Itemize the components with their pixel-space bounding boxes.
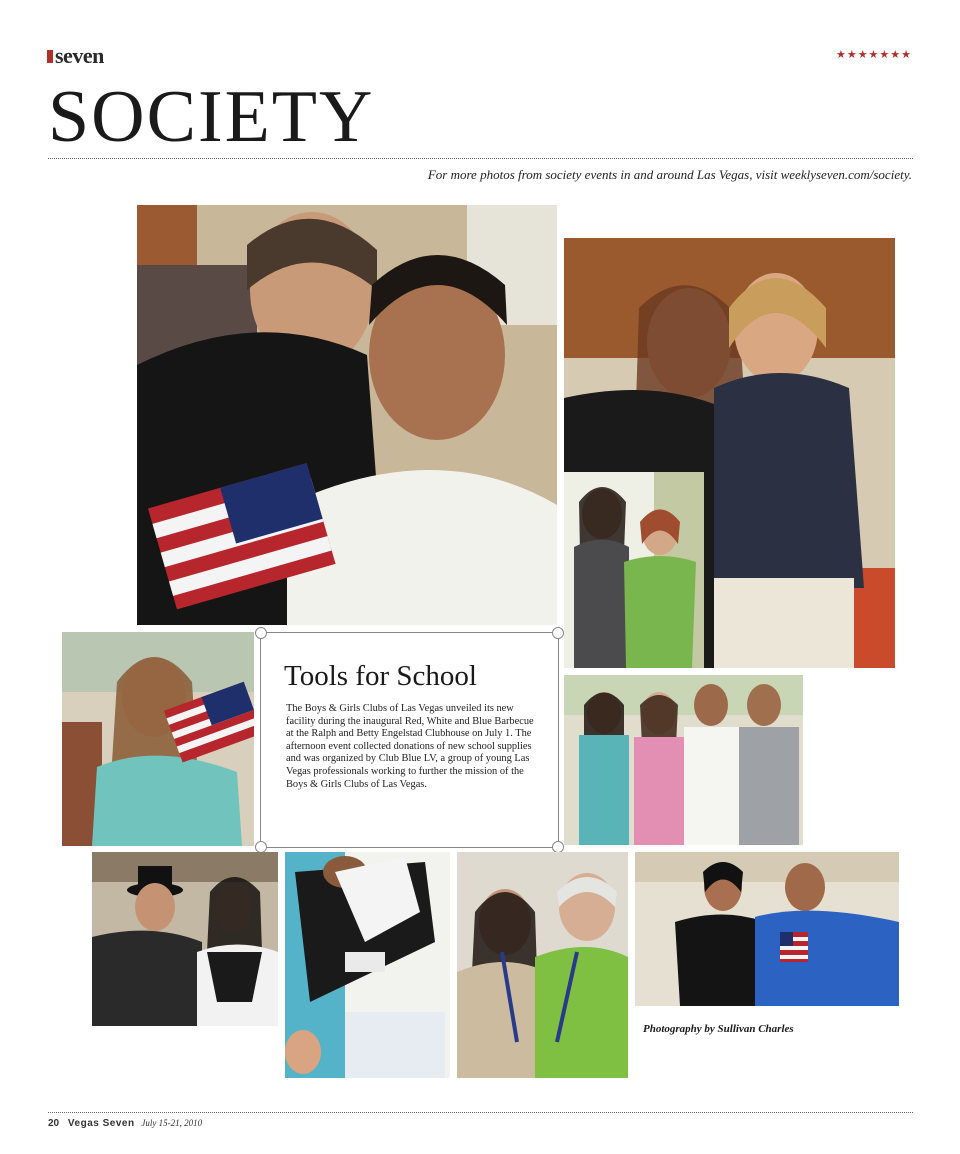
- article-title: Tools for School: [284, 660, 477, 692]
- star-rating-decoration: ★★★★★★★: [835, 48, 912, 61]
- photo-woman-boy-flag: [137, 205, 557, 625]
- photo-group-of-four: [564, 675, 803, 845]
- issue-date: July 15-21, 2010: [141, 1118, 203, 1128]
- photo-woman-and-man-with-flag: [635, 852, 899, 1006]
- magazine-name: Vegas Seven: [67, 1118, 135, 1129]
- corner-ornament: [552, 627, 564, 639]
- section-title: SOCIETY: [48, 76, 375, 158]
- page-number: 20: [48, 1118, 60, 1129]
- corner-ornament: [255, 627, 267, 639]
- photo-credit: Photography by Sullivan Charles: [643, 1023, 794, 1035]
- top-dotted-rule: [48, 158, 913, 159]
- photo-woman-and-older-man: [457, 852, 628, 1078]
- logo-mark: [47, 50, 53, 63]
- bottom-dotted-rule: [48, 1112, 913, 1113]
- photo-ice-cream-truck: [285, 852, 450, 1078]
- page-footer: [48, 1118, 202, 1129]
- section-subtitle: For more photos from society events in and around Las Vegas, visit weeklyseven.com/society.: [427, 167, 912, 182]
- photo-man-hat-and-woman: [92, 852, 278, 1026]
- article-body: The Boys & Girls Clubs of Las Vegas unveiled its new facility during the inaugural Red, White and Blue Barbecue at the Ralph and Betty Engelstad Clubhouse on July 1. The afternoon event collected donations of new school supplies and was organized by Club Blue LV, a group of young Las Vegas professionals working to further the mission of the Boys & Girls Clubs of Las Vegas.: [286, 703, 534, 790]
- logo-text: seven: [55, 43, 104, 68]
- photo-two-women: [564, 472, 704, 668]
- magazine-logo: [47, 43, 104, 69]
- photo-girl-with-flag: [62, 632, 254, 846]
